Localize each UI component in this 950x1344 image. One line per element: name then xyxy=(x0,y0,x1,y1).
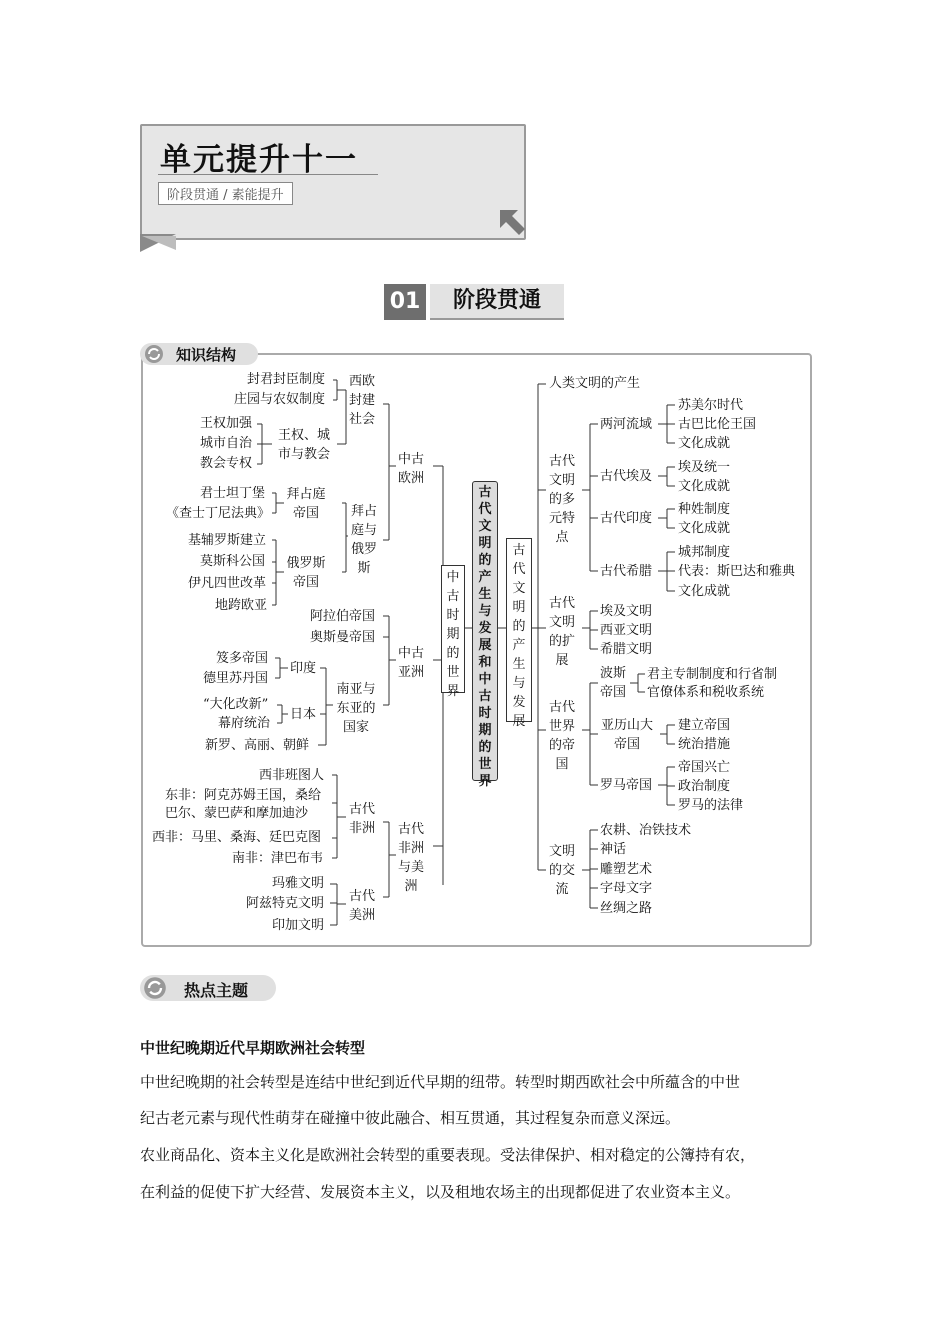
node-expand: 古代文明的扩展 xyxy=(548,596,575,668)
paragraph-2-line-1: 农业商品化、资本主义化是欧洲社会转型的重要表现。受法律保护、相对稳定的公簿持有农， xyxy=(140,1146,756,1164)
node-mesopotamia: 两河流域 xyxy=(600,417,653,432)
node-west-europe: 西欧封建社会 xyxy=(348,374,375,427)
item-india-1: 种姓制度 xyxy=(678,502,731,517)
node-africa: 古代非洲 xyxy=(348,802,375,836)
paragraph-1-line-1: 中世纪晚期的社会转型是连结中世纪到近代早期的纽带。转型时期西欧社会中所蕴含的中世 xyxy=(140,1073,741,1091)
item-exchange-1: 农耕、冶铁技术 xyxy=(600,823,692,838)
item-rus-4: 地跨欧亚 xyxy=(215,598,268,613)
node-greece: 古代希腊 xyxy=(600,564,653,579)
item-rus-1: 基辅罗斯建立 xyxy=(188,533,267,548)
hot-topic-label: 热点主题 xyxy=(184,981,249,1000)
item-rome-2: 政治制度 xyxy=(678,779,731,794)
root-node xyxy=(472,481,498,789)
item-kingship-2: 城市自治 xyxy=(200,436,253,451)
right-branch-node xyxy=(506,538,532,729)
node-rome: 罗马帝国 xyxy=(600,778,653,793)
item-exchange-2: 神话 xyxy=(600,842,627,857)
item-manor: 庄园与农奴制度 xyxy=(234,392,326,407)
item-meso-3: 文化成就 xyxy=(678,436,731,451)
item-east-africa-1: 东非：阿克苏姆王国，桑给 xyxy=(165,788,322,803)
item-alex-1: 建立帝国 xyxy=(678,718,731,733)
node-europe: 中古欧洲 xyxy=(397,452,424,486)
node-persia: 波斯帝国 xyxy=(599,666,626,700)
item-expand-3: 希腊文明 xyxy=(600,642,653,657)
node-af-am: 古代非洲与美洲 xyxy=(397,822,424,894)
section-number: 01 xyxy=(384,284,426,320)
item-inca: 印加文明 xyxy=(272,918,325,933)
item-india-2: 文化成就 xyxy=(678,521,731,536)
item-south-africa: 南非：津巴布韦 xyxy=(232,851,324,866)
item-greece-3: 文化成就 xyxy=(678,584,731,599)
item-kingship-1: 王权加强 xyxy=(200,416,253,431)
node-byzantine: 拜占庭帝国 xyxy=(286,487,326,521)
item-greece-2: 代表：斯巴达和雅典 xyxy=(678,564,796,579)
item-aztec: 阿兹特克文明 xyxy=(246,896,325,911)
item-east-africa-2: 巴尔、蒙巴萨和摩加迪沙 xyxy=(165,806,309,821)
unit-subtitle: 阶段贯通 / 素能提升 xyxy=(158,182,293,205)
item-egypt-1: 埃及统一 xyxy=(678,460,731,475)
paragraph-1-line-2: 纪古老元素与现代性萌芽在碰撞中彼此融合、相互贯通，其过程复杂而意义深远。 xyxy=(140,1109,681,1127)
item-feudal: 封君封臣制度 xyxy=(247,372,326,387)
item-maya: 玛雅文明 xyxy=(272,876,325,891)
item-rus-3: 伊凡四世改革 xyxy=(188,576,267,591)
hot-topic-tag xyxy=(140,975,276,1001)
node-se-asia: 南亚与东亚的国家 xyxy=(336,682,376,735)
item-shogunate: 幕府统治 xyxy=(218,716,271,731)
item-expand-2: 西亚文明 xyxy=(600,623,653,638)
item-origin: 人类文明的产生 xyxy=(549,376,641,391)
section-title: 阶段贯通 xyxy=(430,284,564,320)
item-taika: “大化改新” xyxy=(203,697,269,712)
item-persia-2: 官僚体系和税收系统 xyxy=(647,685,765,700)
item-rus-2: 莫斯科公国 xyxy=(200,554,266,569)
item-greece-1: 城邦制度 xyxy=(678,545,731,560)
item-alex-2: 统治措施 xyxy=(678,737,731,752)
item-arab: 阿拉伯帝国 xyxy=(310,609,376,624)
node-exchange: 文明的交流 xyxy=(548,844,575,897)
item-expand-1: 埃及文明 xyxy=(600,604,653,619)
item-ottoman: 奥斯曼帝国 xyxy=(310,630,376,645)
node-byz-russia: 拜占庭与俄罗斯 xyxy=(350,504,377,576)
refresh-icon xyxy=(143,976,167,1000)
item-gupta: 笈多帝国 xyxy=(216,651,269,666)
item-korea: 新罗、高丽、朝鲜 xyxy=(205,738,310,753)
node-asia: 中古亚洲 xyxy=(397,646,424,680)
node-india-ancient: 古代印度 xyxy=(600,511,653,526)
right-branch-label: 古代文明的产生与发展 xyxy=(512,543,526,729)
item-exchange-4: 字母文字 xyxy=(600,881,653,896)
knowledge-tag-label: 知识结构 xyxy=(176,346,237,364)
node-egypt: 古代埃及 xyxy=(600,469,653,484)
left-branch-label: 中古时期的世界 xyxy=(446,570,460,699)
unit-title: 单元提升十一 xyxy=(160,142,358,178)
left-branch-node xyxy=(441,565,465,699)
item-bantu: 西非班图人 xyxy=(259,768,325,783)
item-kingship-3: 教会专权 xyxy=(200,456,253,471)
node-alexander: 亚历山大帝国 xyxy=(600,718,653,752)
root-label: 古代文明的产生与发展和中古时期的世界 xyxy=(478,485,492,789)
node-kingship: 王权、城市与教会 xyxy=(277,428,330,462)
node-america: 古代美洲 xyxy=(348,889,375,923)
paragraph-2-line-2: 在利益的促使下扩大经营、发展资本主义，以及租地农场主的出现都促进了农业资本主义。 xyxy=(140,1183,741,1201)
node-empires: 古代世界的帝国 xyxy=(548,700,575,772)
article-heading: 中世纪晚期近代早期欧洲社会转型 xyxy=(140,1039,366,1057)
item-meso-2: 古巴比伦王国 xyxy=(678,417,757,432)
item-meso-1: 苏美尔时代 xyxy=(678,398,744,413)
node-india: 印度 xyxy=(290,661,317,676)
item-rome-1: 帝国兴亡 xyxy=(678,760,731,775)
node-diverse: 古代文明的多元特点 xyxy=(548,454,575,545)
item-west-africa: 西非：马里、桑海、廷巴克图 xyxy=(152,830,322,845)
item-rome-3: 罗马的法律 xyxy=(678,798,744,813)
item-byz-1: 君士坦丁堡 xyxy=(200,486,266,501)
item-byz-2: 《查士丁尼法典》 xyxy=(166,506,271,521)
item-persia-1: 君主专制制度和行省制 xyxy=(647,667,778,682)
item-egypt-2: 文化成就 xyxy=(678,479,731,494)
node-russia: 俄罗斯帝国 xyxy=(286,556,326,590)
node-japan: 日本 xyxy=(290,707,317,722)
item-exchange-3: 雕塑艺术 xyxy=(600,862,653,877)
item-delhi: 德里苏丹国 xyxy=(203,671,269,686)
item-exchange-5: 丝绸之路 xyxy=(600,901,653,916)
